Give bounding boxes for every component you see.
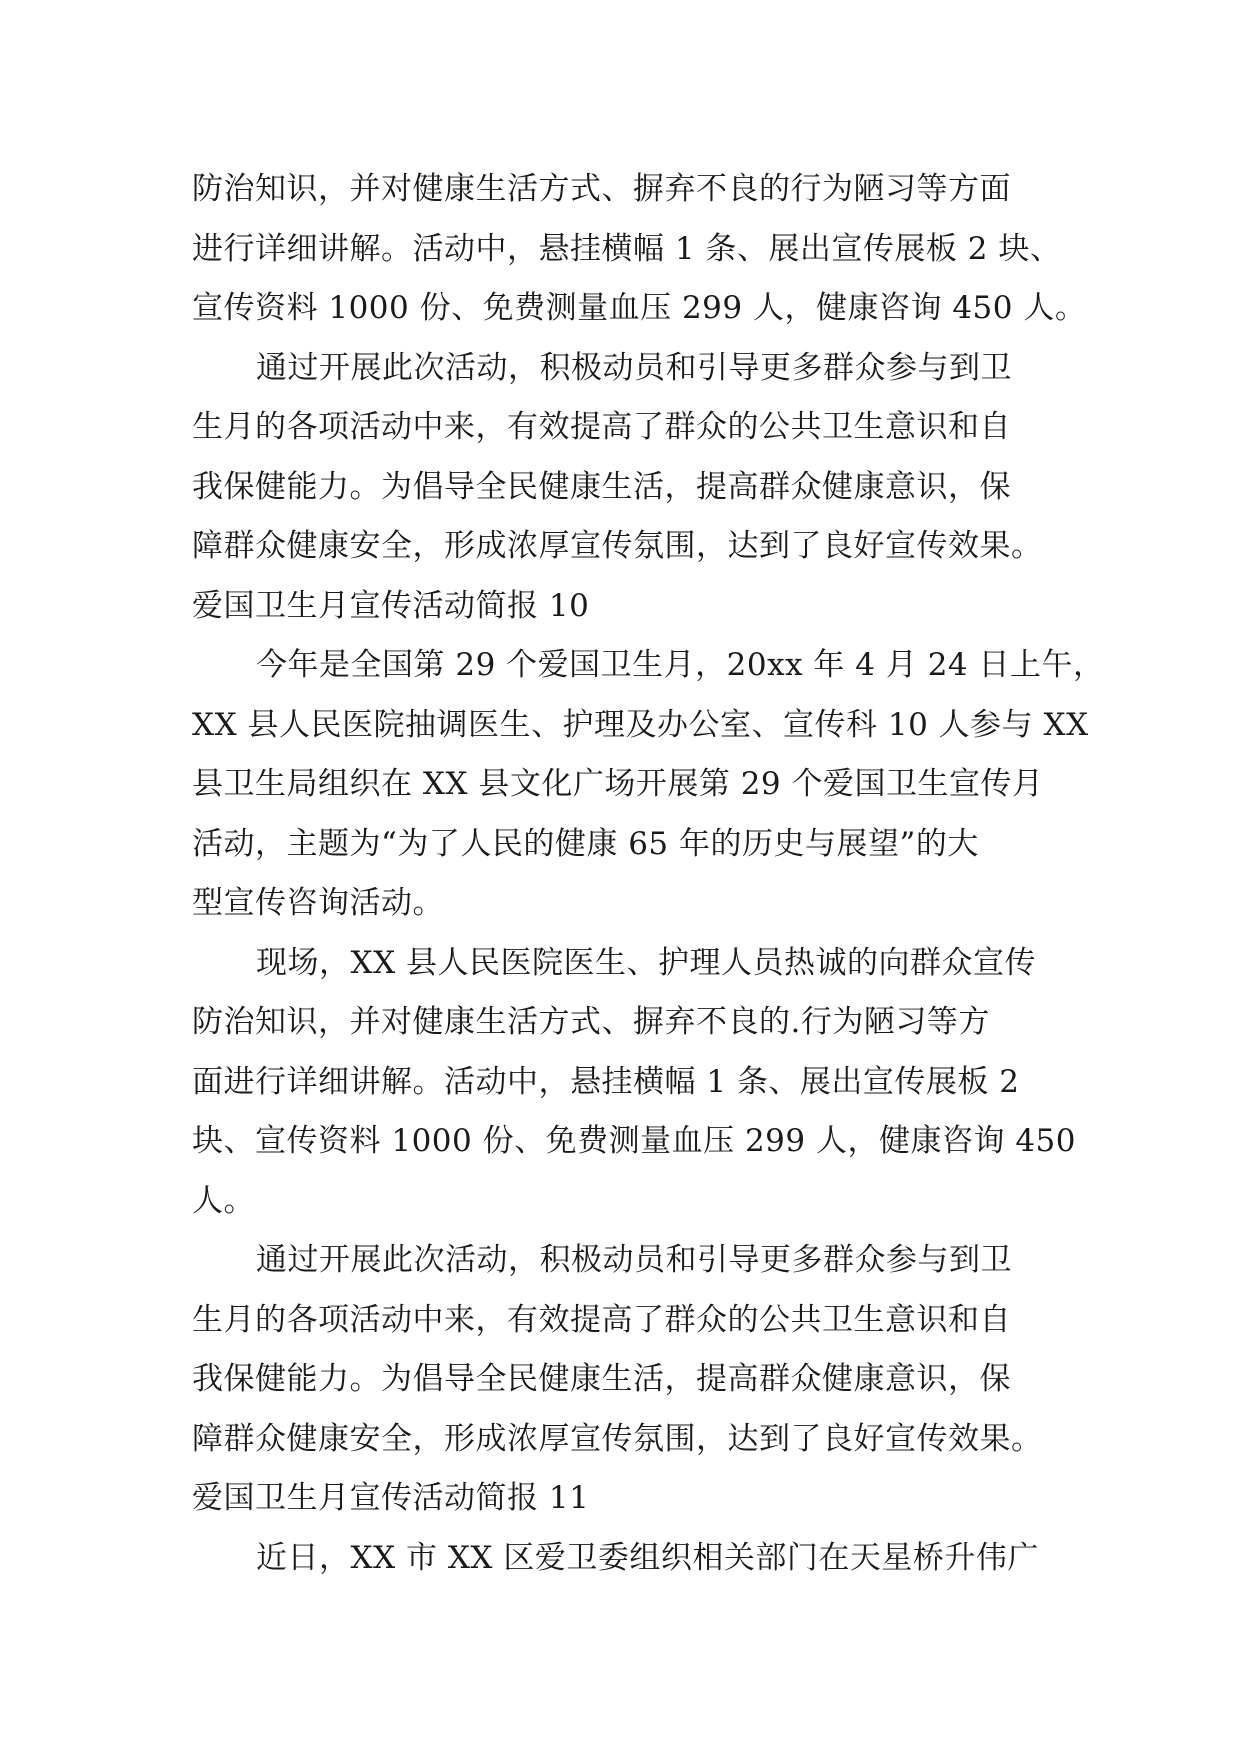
text-line: 通过开展此次活动，积极动员和引导更多群众参与到卫 — [256, 349, 1012, 386]
text-line: 障群众健康安全，形成浓厚宣传氛围，达到了良好宣传效果。 — [192, 528, 1043, 564]
section-heading: 爱国卫生月宣传活动简报 10 — [192, 587, 590, 624]
text-line: 我保健能力。为倡导全民健康生活，提高群众健康意识，保 — [192, 1361, 1011, 1397]
document-body — [192, 160, 1105, 1588]
text-line: 块、宣传资料 1000 份、免费测量血压 299 人，健康咨询 450 — [192, 1123, 1076, 1159]
text-line: 宣传资料 1000 份、免费测量血压 299 人，健康咨询 450 人。 — [192, 290, 1087, 326]
text-line: 防治知识，并对健康生活方式、摒弃不良的行为陋习等方面 — [192, 171, 1011, 207]
text-line: 型宣传咨询活动。 — [192, 885, 444, 921]
text-line: 现场，XX 县人民医院医生、护理人员热诚的向群众宣传 — [256, 944, 1036, 981]
text-line: 近日，XX 市 XX 区爱卫委组织相关部门在天星桥升伟广 — [256, 1539, 1039, 1576]
text-line: 通过开展此次活动，积极动员和引导更多群众参与到卫 — [256, 1242, 1012, 1278]
text-line: 人。 — [192, 1182, 255, 1219]
text-line: 生月的各项活动中来，有效提高了群众的公共卫生意识和自 — [192, 409, 1011, 445]
text-line: 今年是全国第 29 个爱国卫生月，20xx 年 4 月 24 日上午， — [256, 647, 1105, 683]
text-line: 我保健能力。为倡导全民健康生活，提高群众健康意识，保 — [192, 468, 1011, 505]
text-line: XX 县人民医院抽调医生、护理及办公室、宣传科 10 人参与 XX — [192, 706, 1089, 743]
section-heading: 爱国卫生月宣传活动简报 11 — [192, 1480, 590, 1516]
text-line: 障群众健康安全，形成浓厚宣传氛围，达到了良好宣传效果。 — [192, 1420, 1043, 1457]
text-line: 防治知识，并对健康生活方式、摒弃不良的.行为陋习等方 — [192, 1004, 990, 1040]
text-line: 县卫生局组织在 XX 县文化广场开展第 29 个爱国卫生宣传月 — [192, 766, 1044, 802]
text-line: 面进行详细讲解。活动中，悬挂横幅 1 条、展出宣传展板 2 — [192, 1063, 1020, 1100]
text-line: 活动，主题为“为了人民的健康 65 年的历史与展望”的大 — [192, 825, 979, 862]
text-line: 生月的各项活动中来，有效提高了群众的公共卫生意识和自 — [192, 1301, 1011, 1338]
text-line: 进行详细讲解。活动中，悬挂横幅 1 条、展出宣传展板 2 块、 — [192, 230, 1062, 267]
